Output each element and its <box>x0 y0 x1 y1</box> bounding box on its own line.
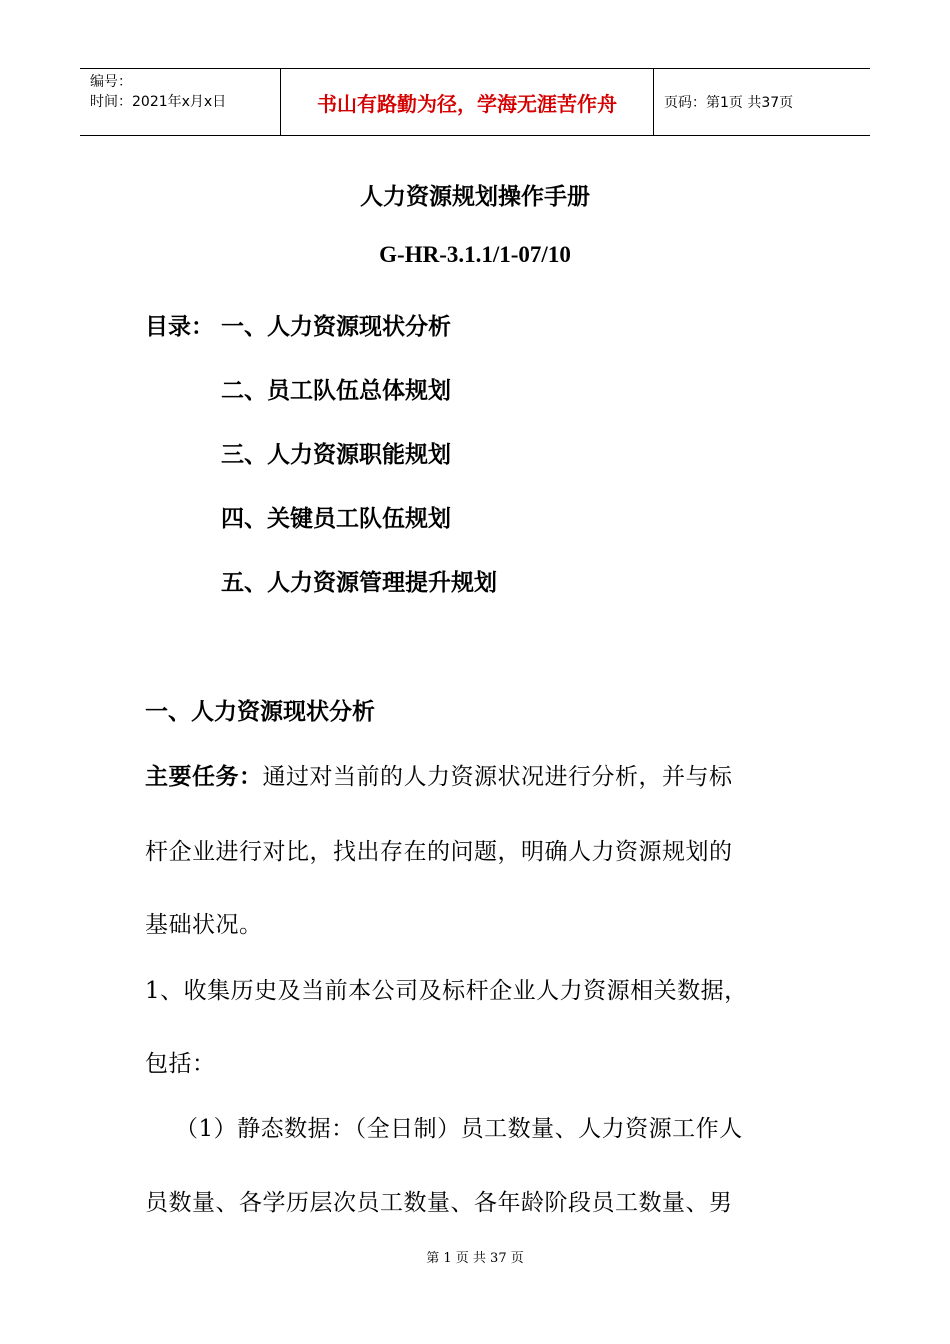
header-motto: 书山有路勤为径，学海无涯苦作舟 <box>281 69 654 135</box>
page-header <box>80 68 870 136</box>
paragraph-line: 1、收集历史及当前本公司及标杆企业人力资源相关数据， <box>145 978 748 1004</box>
toc-item: 一、人力资源现状分析 <box>221 313 451 340</box>
toc-prefix: 目录： <box>145 313 214 340</box>
toc-item: 二、员工队伍总体规划 <box>221 377 451 404</box>
header-page-info: 页码：第1页 共37页 <box>664 95 794 111</box>
document-title: 人力资源规划操作手册 <box>360 183 590 210</box>
paragraph-line: 杆企业进行对比，找出存在的问题，明确人力资源规划的 <box>145 839 733 865</box>
page-footer: 第 1 页 共 37 页 <box>426 1251 524 1266</box>
header-meta <box>80 69 281 135</box>
paragraph-line: 员数量、各学历层次员工数量、各年龄阶段员工数量、男 <box>145 1190 733 1216</box>
paragraph-line: （1）静态数据：（全日制）员工数量、人力资源工作人 <box>175 1116 743 1142</box>
paragraph-line: 包括： <box>145 1051 216 1077</box>
toc-item: 三、人力资源职能规划 <box>221 441 451 468</box>
paragraph-line: 基础状况。 <box>145 912 263 938</box>
header-time-label: 时间：2021年x月x日 <box>90 94 227 110</box>
section-heading: 一、人力资源现状分析 <box>145 698 375 725</box>
paragraph-text: 通过对当前的人力资源状况进行分析，并与标 <box>262 764 733 790</box>
toc-item: 四、关键员工队伍规划 <box>221 505 451 532</box>
toc-item: 五、人力资源管理提升规划 <box>221 569 497 596</box>
paragraph-line <box>145 758 733 791</box>
header-number-label: 编号： <box>90 74 132 90</box>
task-label: 主要任务： <box>145 763 263 790</box>
document-code: G-HR-3.1.1/1-07/10 <box>379 242 571 267</box>
